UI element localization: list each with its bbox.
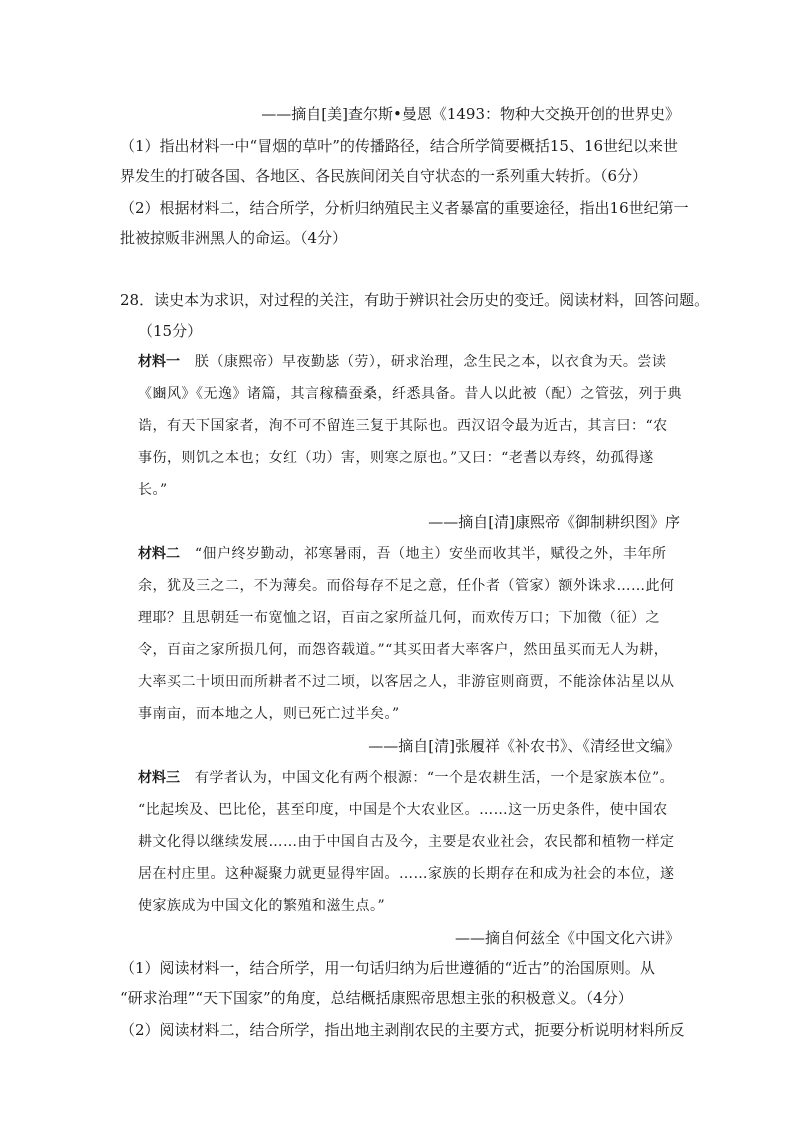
material-2-line-2: 余，犹及三之二，不为薄矣。而俗每存不足之意，任仆者（管家）额外诛求……此何	[138, 578, 675, 594]
source-citation-zhang: ——摘自[清]张履祥《补农书》、《清经世文编》	[368, 737, 680, 755]
material-1-line-3: 诰，有天下国家者，洵不可不留连三复于其际也。西汉诏令最为近古，其言曰：“农	[138, 418, 668, 434]
q27-2-line-2: 批被掠贩非洲黑人的命运。（4分）	[120, 229, 348, 247]
material-3-label: 材料三	[138, 770, 180, 786]
q28-intro-line-1: 28．读史本为求识，对过程的关注，有助于辨识社会历史的变迁。阅读材料，回答问题。	[120, 291, 710, 309]
material-3-line-4: 居在村庄里。这种凝聚力就更显得牢固。……家族的长期存在和成为社会的本位，遂	[138, 866, 675, 882]
material-2-line-4: 令，百亩之家所损几何，而怨咨载道。”“其买田者大率客户，然田虽买而无人为耕，	[138, 642, 669, 658]
material-2-text: “佃户终岁勤动，祁寒暑雨，吾（地主）安坐而收其半，赋役之外，丰年所	[194, 546, 667, 562]
material-1-line-5: 长。”	[138, 482, 168, 498]
q27-2-line-1: （2）根据材料二，结合所学，分析归纳殖民主义者暴富的重要途径，指出16世纪第一	[120, 199, 689, 217]
material-3-line-1	[138, 768, 674, 788]
q27-1-line-1: （1）指出材料一中“冒烟的草叶”的传播路径，结合所学简要概括15、16世纪以来世	[120, 137, 679, 155]
material-1-line-2: 《豳风》《无逸》诸篇，其言稼穑蚕桑，纤悉具备。昔人以此被（配）之管弦，列于典	[138, 386, 682, 402]
material-2-label: 材料二	[138, 546, 180, 562]
q27-1-line-2: 界发生的打破各国、各地区、各民族间闭关自守状态的一系列重大转折。（6分）	[120, 167, 648, 185]
source-citation-1493: ——摘自[美]查尔斯•曼恩《1493：物种大交换开创的世界史》	[261, 105, 680, 123]
q28-2-line-1: （2）阅读材料二，结合所学，指出地主剥削农民的主要方式，扼要分析说明材料所反	[120, 1021, 685, 1039]
source-citation-he: ——摘自何兹全《中国文化六讲》	[454, 929, 680, 947]
material-3-line-5: 使家族成为中国文化的繁殖和滋生点。”	[138, 898, 386, 914]
material-2-line-1	[138, 544, 667, 564]
material-1-line-1	[138, 352, 666, 372]
material-3-line-3: 耕文化得以继续发展……由于中国自古及今，主要是农业社会，农民都和植物一样定	[138, 834, 675, 850]
material-3-line-2: “比起埃及、巴比伦，甚至印度，中国是个大农业区。……这一历史条件，使中国农	[138, 802, 668, 818]
q28-1-line-2: “研求治理”“天下国家”的角度，总结概括康熙帝思想主张的积极意义。（4分）	[120, 989, 633, 1007]
material-3-text: 有学者认为，中国文化有两个根源：“一个是农耕生活，一个是家族本位”。	[194, 770, 675, 786]
material-1-text: 朕（康熙帝）早夜勤毖（劳），研求治理，念生民之本，以衣食为天。尝读	[194, 354, 667, 370]
material-2-line-6: 事南亩，而本地之人，则已死亡过半矣。”	[138, 706, 400, 722]
source-citation-kangxi: ——摘自[清]康熙帝《御制耕织图》序	[428, 513, 680, 531]
material-2-line-3: 理耶？且思朝廷一布宽恤之诏，百亩之家所益几何，而欢传万口；下加徵（征）之	[138, 610, 660, 626]
material-2-line-5: 大率买二十顷田而所耕者不过二顷，以客居之人，非游宦则商贾，不能涂体沾星以从	[138, 674, 675, 690]
material-1-line-4: 事伤，则饥之本也；女红（功）害，则寒之原也。”又曰：“老耆以寿终，幼孤得遂	[138, 450, 654, 466]
q28-intro-line-2: （15分）	[138, 322, 203, 340]
q28-1-line-1: （1）阅读材料一，结合所学，用一句话归纳为后世遵循的“近古”的治国原则。从	[120, 959, 655, 977]
material-1-label: 材料一	[138, 354, 180, 370]
